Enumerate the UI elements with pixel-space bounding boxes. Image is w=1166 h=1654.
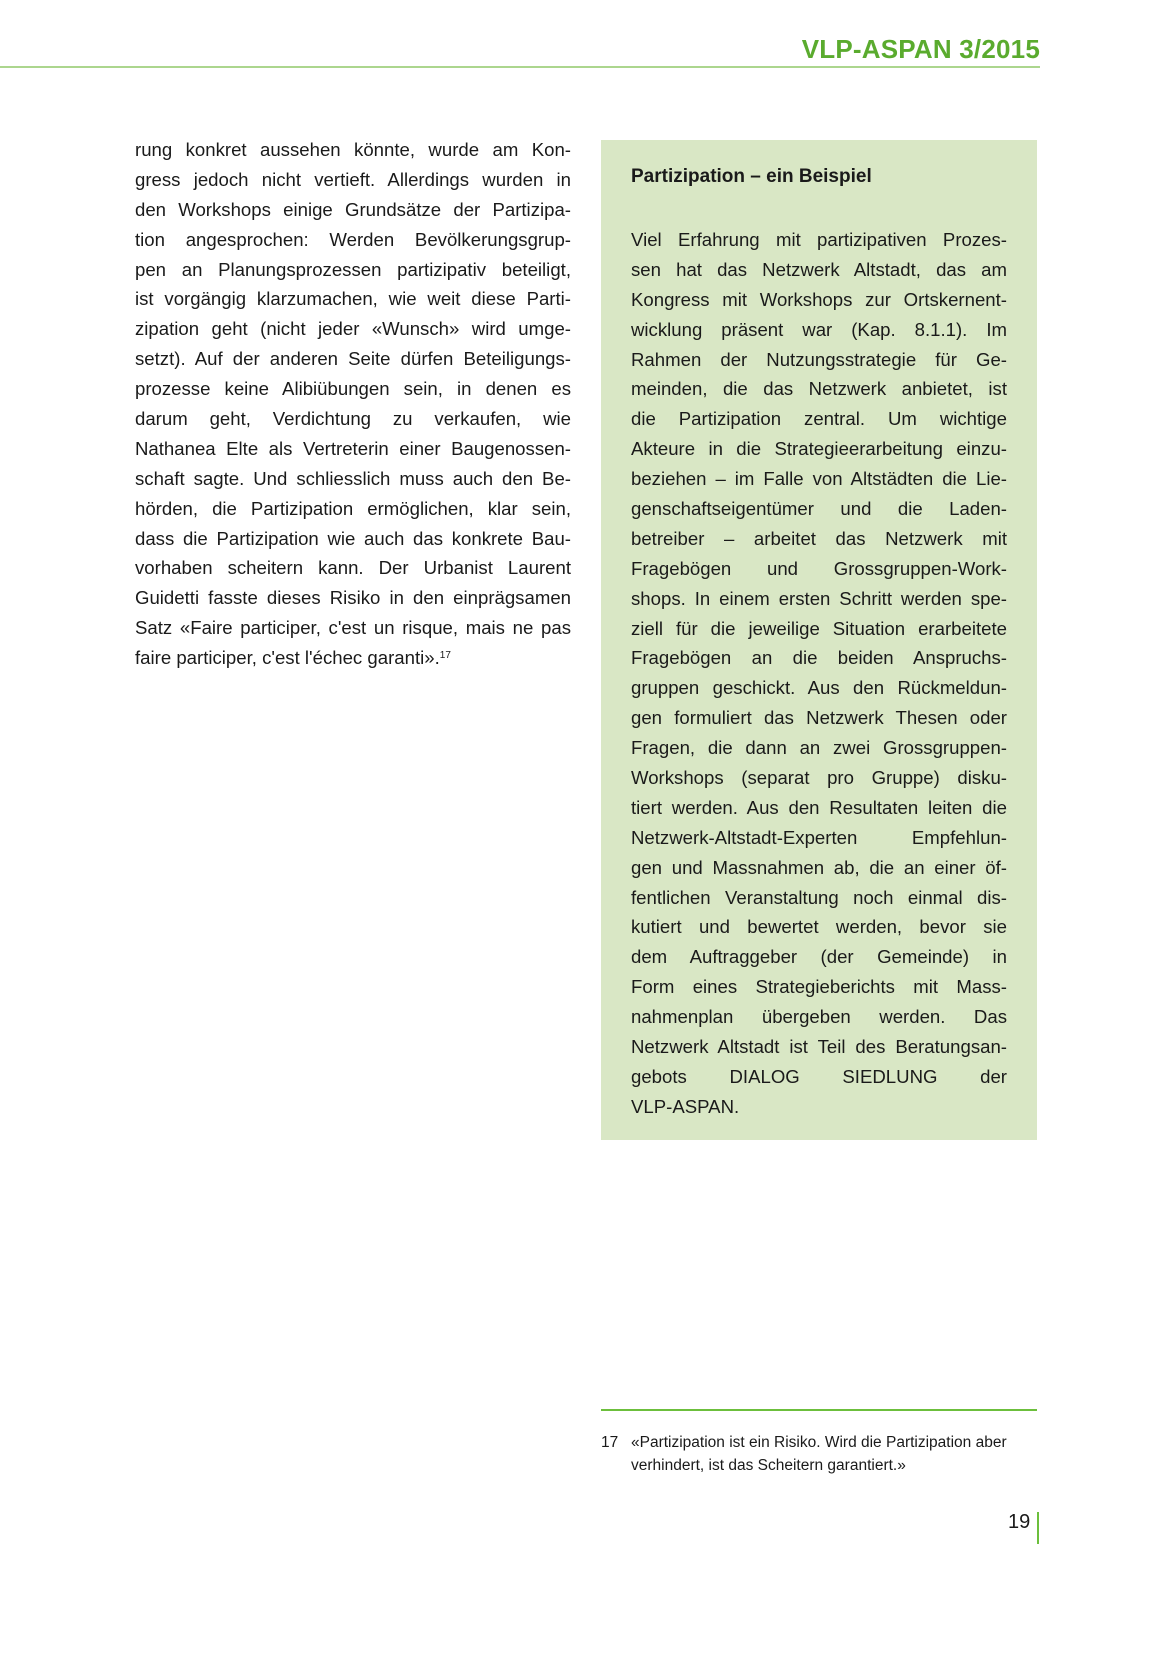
text-line: [631, 584, 1007, 614]
text-line: [135, 165, 571, 195]
text-line-content: Rahmen der Nutzungsstrategie für Ge-: [631, 348, 1007, 370]
text-line: [631, 225, 1007, 255]
text-line-content: Workshops (separat pro Gruppe) disku-: [631, 767, 1007, 789]
text-line: [631, 404, 1007, 434]
text-line: [631, 1002, 1007, 1032]
text-line-content: Guidetti fasste dieses Risiko in den einprägsamen: [135, 587, 571, 609]
text-line: [631, 614, 1007, 644]
text-line-content: Fragen, die dann an zwei Grossgruppen-: [631, 737, 1007, 759]
text-line-content: genschaftseigentümer und die Laden-: [631, 498, 1007, 520]
text-line-content: darum geht, Verdichtung zu verkaufen, wie: [135, 408, 571, 430]
text-line: [631, 554, 1007, 584]
text-line: [135, 284, 571, 314]
text-line-content: gen formuliert das Netzwerk Thesen oder: [631, 707, 1007, 729]
text-line: [631, 793, 1007, 823]
text-line: [631, 1062, 1007, 1092]
text-line-content: Netzwerk-Altstadt-Experten Empfehlun-: [631, 826, 1007, 848]
text-line-content: Viel Erfahrung mit partizipativen Prozes-: [631, 229, 1007, 250]
text-line-content: gruppen geschickt. Aus den Rückmeldun-: [631, 677, 1007, 699]
text-line: [631, 1092, 1007, 1122]
text-line: [631, 853, 1007, 883]
text-line-content: faire participer, c'est l'échec garanti».: [135, 647, 440, 669]
text-line-content: nahmenplan übergeben werden. Das: [631, 1006, 1007, 1028]
text-line-content: rung konkret aussehen könnte, wurde am Kon-: [135, 139, 571, 160]
text-line-content: Satz «Faire participer, c'est un risque, mais ne pas: [135, 617, 571, 639]
text-line: [135, 314, 571, 344]
text-line: [631, 434, 1007, 464]
text-line: [631, 643, 1007, 673]
text-line-content: den Workshops einige Grundsätze der Partizipa-: [135, 198, 571, 220]
text-line-content: Nathanea Elte als Vertreterin einer Baugenossen-: [135, 437, 571, 459]
text-line-content: gebots DIALOG SIEDLUNG der: [631, 1065, 1007, 1087]
text-line: [135, 643, 571, 673]
text-line: [631, 763, 1007, 793]
left-column-text: [135, 135, 571, 673]
journal-header-title: VLP-ASPAN 3/2015: [801, 34, 1040, 64]
text-line-content: gress jedoch nicht vertieft. Allerdings wurden in: [135, 168, 571, 190]
text-line: [631, 285, 1007, 315]
text-line-content: beziehen – im Falle von Altstädten die Lie-: [631, 468, 1007, 490]
text-line: [135, 255, 571, 285]
text-line: [631, 494, 1007, 524]
text-line: [631, 1032, 1007, 1062]
footnote-text: «Partizipation ist ein Risiko. Wird die Partizipation aber verhindert, ist das Scheitern garantiert.»: [631, 1434, 1007, 1474]
text-line-content: meinden, die das Netzwerk anbietet, ist: [631, 378, 1007, 400]
text-line: [631, 374, 1007, 404]
text-line: [135, 524, 571, 554]
text-line-content: die Partizipation zentral. Um wichtige: [631, 408, 1007, 430]
text-line: [135, 344, 571, 374]
text-line-content: dem Auftraggeber (der Gemeinde) in: [631, 946, 1007, 968]
text-line: [631, 345, 1007, 375]
text-line-content: schaft sagte. Und schliesslich muss auch den Be-: [135, 467, 571, 489]
text-line: [631, 972, 1007, 1002]
text-line-content: Form eines Strategieberichts mit Mass-: [631, 976, 1007, 998]
text-line: [631, 524, 1007, 554]
sidebar-box-title: Partizipation – ein Beispiel: [631, 166, 872, 187]
text-line-content: tion angesprochen: Werden Bevölkerungsgrup-: [135, 228, 571, 250]
footnote-reference[interactable]: 17: [439, 650, 451, 662]
text-line-content: sen hat das Netzwerk Altstadt, das am: [631, 258, 1007, 280]
text-line: [631, 315, 1007, 345]
text-line: [631, 703, 1007, 733]
text-line-content: gen und Massnahmen ab, die an einer öf-: [631, 856, 1007, 878]
text-line: [631, 464, 1007, 494]
text-line: [135, 553, 571, 583]
text-line-content: wicklung präsent war (Kap. 8.1.1). Im: [631, 318, 1007, 340]
text-line-content: VLP-ASPAN.: [631, 1095, 740, 1117]
text-line-content: prozesse keine Alibiübungen sein, in denen es: [135, 378, 571, 400]
page-number: 19: [1008, 1511, 1031, 1533]
text-line: [631, 733, 1007, 763]
text-line-content: dass die Partizipation wie auch das konkrete Bau-: [135, 527, 571, 549]
text-line: [135, 583, 571, 613]
text-line: [631, 823, 1007, 853]
text-line: [135, 404, 571, 434]
text-line-content: ist vorgängig klarzumachen, wie weit diese Parti-: [135, 288, 571, 310]
text-line-content: shops. In einem ersten Schritt werden spe-: [631, 587, 1007, 609]
text-line-content: vorhaben scheitern kann. Der Urbanist Laurent: [135, 557, 571, 579]
text-line-content: Fragebögen an die beiden Anspruchs-: [631, 647, 1007, 669]
text-line-content: hörden, die Partizipation ermöglichen, klar sein,: [135, 497, 571, 519]
text-line-content: Kongress mit Workshops zur Ortskernent-: [631, 288, 1007, 310]
text-line: [135, 374, 571, 404]
text-line: [135, 613, 571, 643]
text-line-content: pen an Planungsprozessen partizipativ beteiligt,: [135, 258, 571, 280]
text-line-content: setzt). Auf der anderen Seite dürfen Beteiligungs-: [135, 348, 571, 370]
footnote-number: 17: [601, 1434, 619, 1451]
text-line-content: ziell für die jeweilige Situation erarbeitete: [631, 617, 1007, 639]
text-line-content: kutiert und bewertet werden, bevor sie: [631, 916, 1007, 938]
text-line: [135, 135, 571, 165]
page-number-bar: [1037, 1512, 1039, 1544]
text-line: [631, 912, 1007, 942]
text-line-content: Akteure in die Strategieerarbeitung einzu-: [631, 438, 1007, 460]
text-line-content: betreiber – arbeitet das Netzwerk mit: [631, 527, 1007, 549]
header-rule: [0, 66, 1040, 68]
text-line: [135, 434, 571, 464]
text-line-content: Netzwerk Altstadt ist Teil des Beratungsan-: [631, 1036, 1007, 1058]
footnote-rule: [601, 1409, 1037, 1411]
text-line-content: Fragebögen und Grossgruppen-Work-: [631, 557, 1007, 579]
text-line: [135, 195, 571, 225]
text-line: [631, 883, 1007, 913]
text-line: [135, 494, 571, 524]
text-line-content: tiert werden. Aus den Resultaten leiten die: [631, 796, 1007, 818]
text-line-content: zipation geht (nicht jeder «Wunsch» wird umge-: [135, 318, 571, 340]
text-line: [631, 255, 1007, 285]
text-line: [135, 225, 571, 255]
text-line: [631, 942, 1007, 972]
text-line: [631, 673, 1007, 703]
text-line-content: fentlichen Veranstaltung noch einmal dis-: [631, 886, 1007, 908]
sidebar-box-text: [631, 225, 1007, 1122]
text-line: [135, 464, 571, 494]
